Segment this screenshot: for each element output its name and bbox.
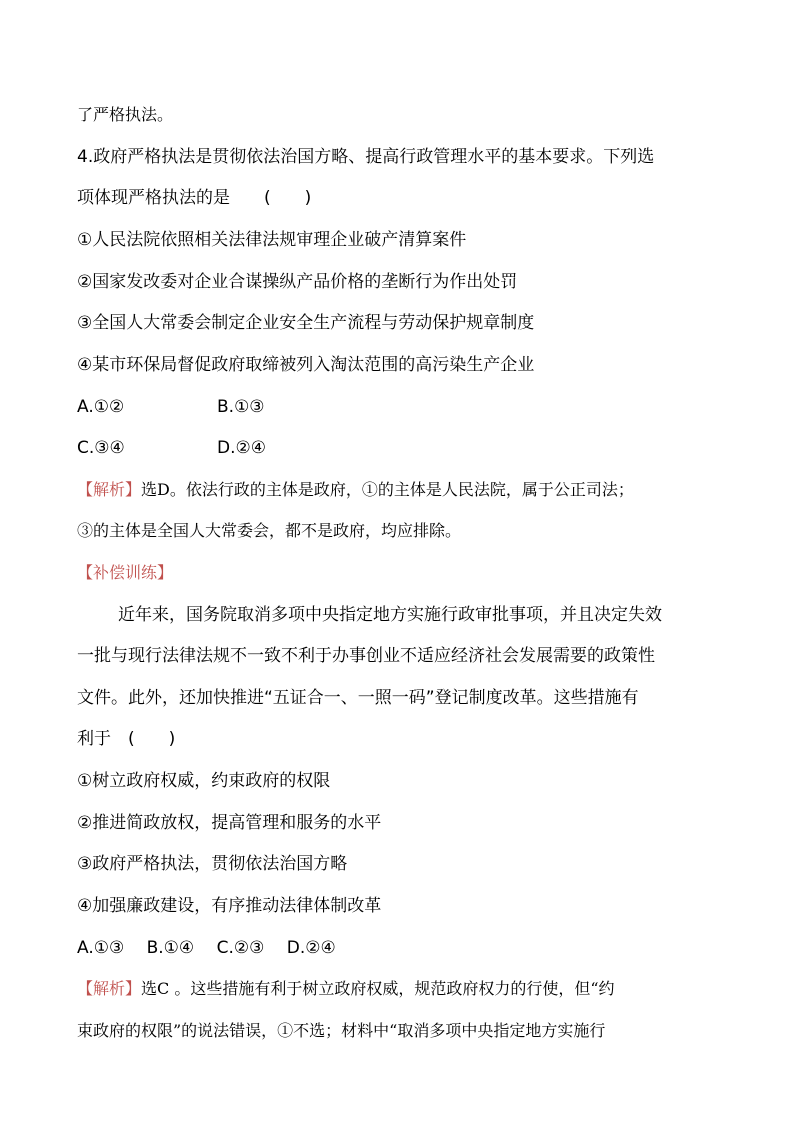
compensation-heading: 【补偿训练】: [77, 563, 174, 582]
q4-option-d: D.②④: [217, 438, 266, 458]
comp-item-4: ④加强廉政建设，有序推动法律体制改革: [77, 896, 382, 916]
analysis-text: 选C 。这些措施有利于树立政府权威，规范政府权力的行使，但“约: [141, 979, 615, 998]
q4-item-4: ④某市环保局督促政府取缔被列入淘汰范围的高污染生产企业: [77, 355, 535, 375]
comp-analysis-line2: 束政府的权限”的说法错误，①不选；材料中“取消多项中央指定地方实施行: [77, 1021, 606, 1040]
comp-stem-line2: 一批与现行法律法规不一致不利于办事创业不适应经济社会发展需要的政策性: [77, 646, 655, 666]
q4-analysis-line1: [77, 479, 634, 501]
continuation-text: 了严格执法。: [77, 105, 174, 124]
q4-item-3: ③全国人大常委会制定企业安全生产流程与劳动保护规章制度: [77, 313, 535, 333]
comp-item-1: ①树立政府权威，约束政府的权限: [77, 771, 331, 791]
analysis-tag: 【解析】: [77, 979, 142, 998]
comp-options: A.①③ B.①④ C.②③ D.②④: [77, 938, 336, 958]
comp-stem-line4: 利于 ( ): [77, 729, 176, 749]
q4-option-row-1: [77, 396, 124, 418]
q4-item-2: ②国家发改委对企业合谋操纵产品价格的垄断行为作出处罚: [77, 272, 518, 292]
analysis-text: 选D。依法行政的主体是政府，①的主体是人民法院，属于公正司法；: [141, 480, 634, 499]
q4-option-c: C.③④: [77, 438, 125, 458]
q4-stem-line2: 项体现严格执法的是 ( ): [77, 188, 312, 208]
comp-item-2: ②推进简政放权，提高管理和服务的水平: [77, 813, 382, 833]
analysis-tag: 【解析】: [77, 480, 142, 499]
comp-stem-line1: 近年来，国务院取消多项中央指定地方实施行政审批事项，并且决定失效: [118, 605, 662, 625]
q4-option-a: A.①②: [77, 397, 125, 417]
comp-analysis-line1: [77, 978, 615, 1000]
comp-item-3: ③政府严格执法，贯彻依法治国方略: [77, 854, 348, 874]
q4-option-b: B.①③: [217, 397, 265, 417]
q4-stem-line1: 4.政府严格执法是贯彻依法治国方略、提高行政管理水平的基本要求。下列选: [77, 147, 655, 167]
q4-item-1: ①人民法院依照相关法律法规审理企业破产清算案件: [77, 230, 467, 250]
comp-stem-line3: 文件。此外，还加快推进“五证合一、一照一码”登记制度改革。这些措施有: [77, 688, 639, 708]
q4-analysis-line2: ③的主体是全国人大常委会，都不是政府，均应排除。: [77, 521, 462, 540]
